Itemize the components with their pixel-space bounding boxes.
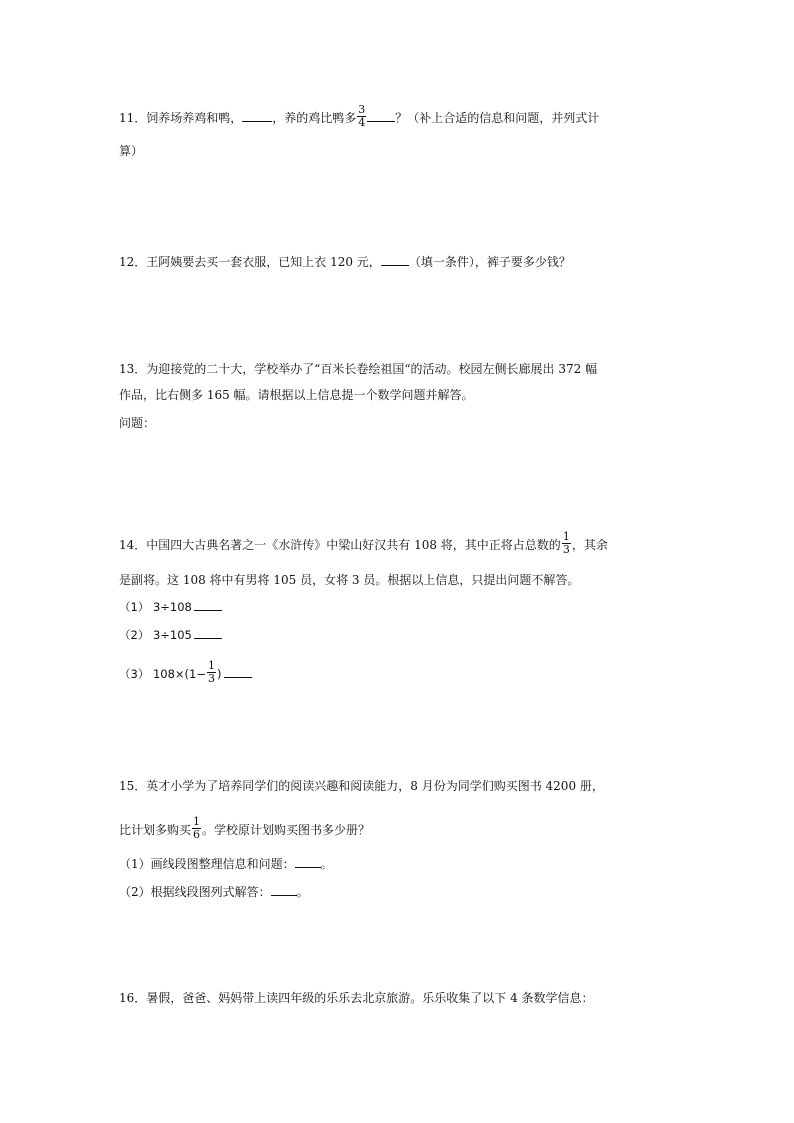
question-15-item-2 (119, 883, 309, 900)
question-15-line-2 (119, 815, 371, 843)
q11-text-3: ？（补上合适的信息和问题，并列式计 (395, 111, 600, 125)
question-14-item-1 (119, 598, 222, 615)
q14-item-2-blank[interactable] (194, 626, 222, 639)
q14-text-2: ，其余 (571, 538, 608, 552)
q11-frac-numerator: 3 (358, 103, 366, 116)
q14-item-2-text: （2） 3÷105 (119, 628, 192, 642)
q11-blank-1[interactable] (242, 109, 272, 122)
q11-frac-denominator: 4 (358, 116, 366, 129)
q15-frac-numerator: 1 (193, 815, 201, 828)
q12-blank[interactable] (381, 253, 409, 266)
question-14-line-2: 是副将。这 108 将中有男将 105 员，女将 3 员。根据以上信息，只提出问题不解答。 (119, 573, 580, 587)
q14-text-1: 14．中国四大古典名著之一《水浒传》中梁山好汉共有 108 将，其中正将占总数的 (119, 538, 561, 552)
q15-item-1-end: 。 (320, 857, 333, 871)
q14-item-1-text: （1） 3÷108 (119, 600, 192, 614)
q15-fraction (192, 816, 201, 841)
q15-item-1-text: （1）画线段图整理信息和问题： (119, 857, 295, 871)
q15-item-2-text: （2）根据线段图列式解答： (119, 885, 271, 899)
q14-item-3-frac-denominator: 3 (208, 672, 215, 685)
q15-frac-denominator: 6 (193, 828, 201, 841)
q14-frac-denominator: 3 (562, 543, 570, 556)
q14-frac-numerator: 1 (562, 530, 570, 543)
question-13-line-2: 作品，比右侧多 165 幅。请根据以上信息提一个数学问题并解答。 (119, 388, 474, 402)
q15-item-2-blank[interactable] (271, 883, 297, 896)
question-14-item-3 (119, 659, 252, 687)
q15-text-1: 比计划多购买 (119, 823, 192, 837)
q12-text-1: 12．王阿姨要去买一套衣服，已知上衣 120 元， (119, 255, 381, 269)
question-15-line-1: 15．英才小学为了培养同学们的阅读兴趣和阅读能力，8 月份为同学们购买图书 4200 册， (119, 779, 604, 793)
q11-text-2: ，养的鸡比鸭多 (272, 111, 357, 125)
q14-item-3-blank[interactable] (224, 665, 252, 678)
q11-text-1: 11．饲养场养鸡和鸭， (119, 111, 243, 125)
question-12-line-1 (119, 253, 571, 270)
q14-item-3-text-a: （3） 108×(1− (119, 667, 206, 681)
q14-item-3-fraction (207, 660, 216, 685)
q15-item-1-blank[interactable] (295, 855, 321, 868)
question-15-item-1 (119, 855, 333, 872)
question-14-line-1 (119, 530, 608, 558)
q12-text-2: （填一条件），裤子要多少钱？ (408, 255, 571, 269)
q15-item-2-end: 。 (296, 885, 309, 899)
question-11-line-1 (119, 103, 600, 131)
question-13-line-3: 问题： (119, 416, 156, 430)
question-14-item-2 (119, 626, 222, 643)
question-16-line-1: 16．暑假，爸爸、妈妈带上读四年级的乐乐去北京旅游。乐乐收集了以下 4 条数学信息： (119, 991, 594, 1005)
q14-item-1-blank[interactable] (194, 598, 222, 611)
q14-fraction (562, 531, 571, 556)
q15-text-2: 。学校原计划购买图书多少册？ (202, 823, 371, 837)
q14-item-3-text-b: ) (217, 667, 222, 681)
q14-item-3-frac-numerator: 1 (208, 659, 215, 672)
question-11-line-2: 算） (119, 144, 144, 158)
q11-fraction (357, 104, 366, 129)
question-13-line-1: 13．为迎接党的二十大，学校举办了“百米长卷绘祖国“的活动。校园左侧长廊展出 372 幅 (119, 362, 598, 376)
q11-blank-2[interactable] (367, 109, 395, 122)
